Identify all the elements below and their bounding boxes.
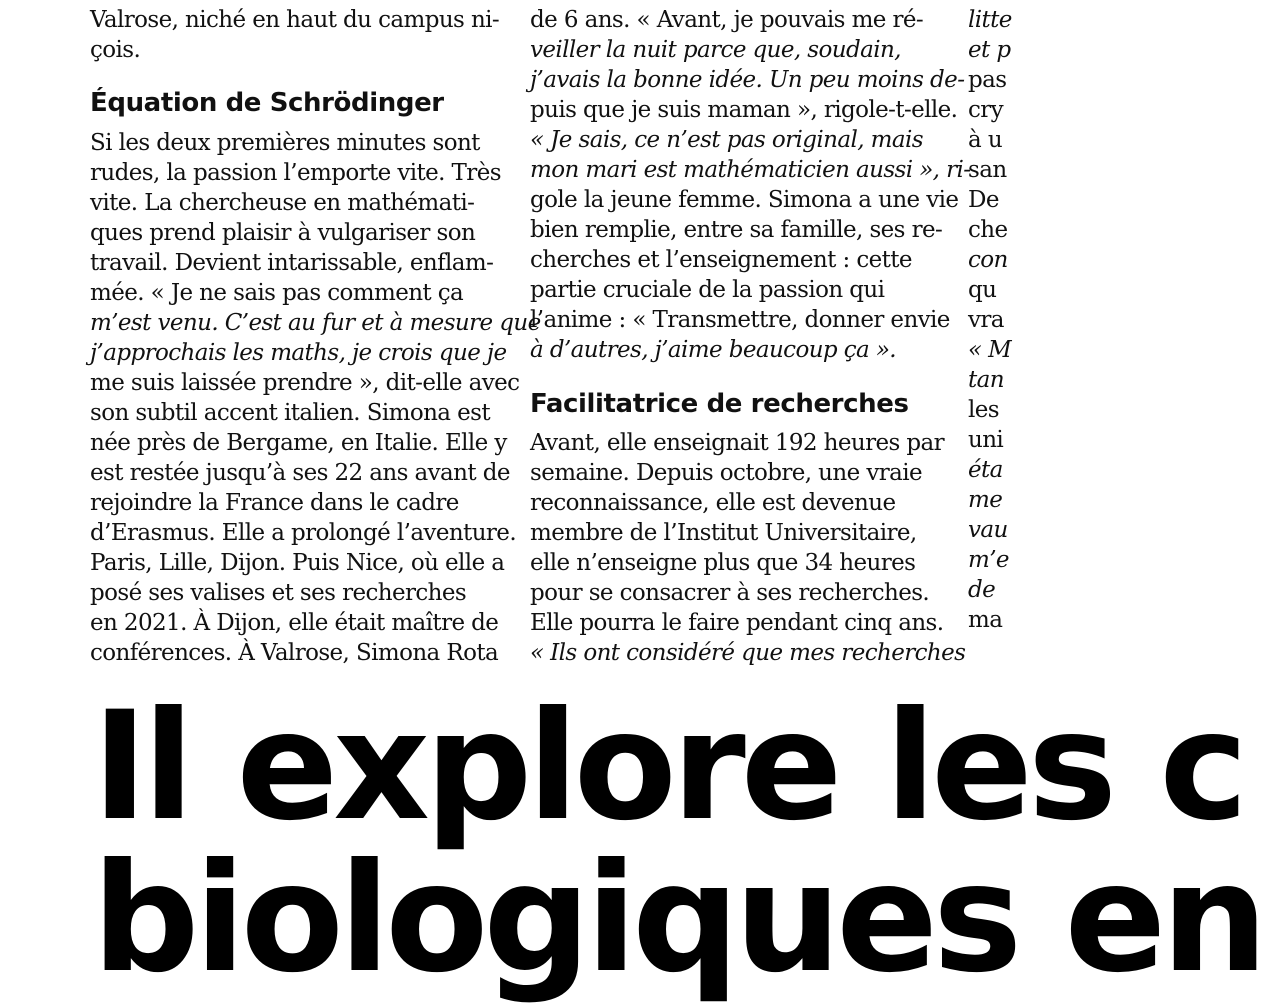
- text-line: me: [968, 487, 1003, 513]
- text-line: Avant, elle enseignait 192 heures par: [530, 430, 945, 456]
- text-line: vra: [968, 307, 1004, 333]
- text-line: mée. « Je ne sais pas comment ça: [90, 280, 464, 306]
- text-line: reconnaissance, elle est devenue: [530, 490, 896, 516]
- text-line: m’e: [968, 547, 1009, 573]
- text-line: Valrose, niché en haut du campus ni-: [90, 7, 500, 33]
- quote-line: m’est venu. C’est au fur et à mesure que: [90, 310, 541, 336]
- text-line: cherches et l’enseignement : cette: [530, 247, 912, 273]
- text-line: che: [968, 217, 1008, 243]
- headline-line-1: Il explore les c: [92, 680, 1244, 854]
- headline-line-2: biologiques en: [92, 832, 1263, 1006]
- text-line: est restée jusqu’à ses 22 ans avant de: [90, 460, 510, 486]
- text-line: Elle pourra le faire pendant cinq ans.: [530, 610, 944, 636]
- text-line: Paris, Lille, Dijon. Puis Nice, où elle a: [90, 550, 505, 576]
- text-line: pas: [968, 67, 1007, 93]
- text-line: Si les deux premières minutes sont: [90, 130, 480, 156]
- text-line: les: [968, 397, 999, 423]
- text-line: vau: [968, 517, 1008, 543]
- text-line: rejoindre la France dans le cadre: [90, 490, 459, 516]
- text-line: De: [968, 187, 999, 213]
- text-line: ques prend plaisir à vulgariser son: [90, 220, 476, 246]
- text-line: uni: [968, 427, 1004, 453]
- quote-line: mon mari est mathématicien aussi », ri-: [530, 157, 971, 183]
- text-line: bien remplie, entre sa famille, ses re-: [530, 217, 943, 243]
- text-line: cry: [968, 97, 1004, 123]
- text-line: d’Erasmus. Elle a prolongé l’aventure.: [90, 520, 517, 546]
- quote-line: « Je sais, ce n’est pas original, mais: [530, 127, 923, 153]
- text-line: de 6 ans. « Avant, je pouvais me ré-: [530, 7, 924, 33]
- quote-line: « Ils ont considéré que mes recherches: [530, 640, 966, 666]
- text-line: posé ses valises et ses recherches: [90, 580, 467, 606]
- text-line: en 2021. À Dijon, elle était maître de: [90, 610, 499, 636]
- text-line: elle n’enseigne plus que 34 heures: [530, 550, 916, 576]
- text-line: vite. La chercheuse en mathémati-: [90, 190, 475, 216]
- text-line: gole la jeune femme. Simona a une vie: [530, 187, 959, 213]
- text-line: con: [968, 247, 1008, 273]
- text-line: puis que je suis maman », rigole-t-elle.: [530, 97, 958, 123]
- text-line: rudes, la passion l’emporte vite. Très: [90, 160, 501, 186]
- text-line: née près de Bergame, en Italie. Elle y: [90, 430, 507, 456]
- text-line: san: [968, 157, 1007, 183]
- quote-line: j’approchais les maths, je crois que je: [90, 340, 507, 366]
- text-line: litte: [968, 7, 1012, 33]
- quote-line: j’avais la bonne idée. Un peu moins de-: [530, 67, 965, 93]
- section-heading-schrodinger: Équation de Schrödinger: [90, 88, 444, 118]
- text-line: tan: [968, 367, 1004, 393]
- text-line: son subtil accent italien. Simona est: [90, 400, 490, 426]
- quote-line: veiller la nuit parce que, soudain,: [530, 37, 901, 63]
- text-line: « M: [968, 337, 1012, 363]
- text-line: l’anime : « Transmettre, donner envie: [530, 307, 950, 333]
- text-line: travail. Devient intarissable, enflam-: [90, 250, 494, 276]
- text-line: pour se consacrer à ses recherches.: [530, 580, 930, 606]
- quote-line: à d’autres, j’aime beaucoup ça ».: [530, 337, 897, 363]
- section-heading-facilitatrice: Facilitatrice de recherches: [530, 389, 909, 419]
- text-line: membre de l’Institut Universitaire,: [530, 520, 917, 546]
- text-line: ma: [968, 607, 1003, 633]
- text-line: conférences. À Valrose, Simona Rota: [90, 640, 499, 666]
- text-line: de: [968, 577, 996, 603]
- text-line: çois.: [90, 37, 141, 63]
- text-line: partie cruciale de la passion qui: [530, 277, 885, 303]
- text-line: qu: [968, 277, 997, 303]
- text-line: me suis laissée prendre », dit-elle avec: [90, 370, 520, 396]
- text-line: et p: [968, 37, 1011, 63]
- text-line: éta: [968, 457, 1003, 483]
- text-line: semaine. Depuis octobre, une vraie: [530, 460, 922, 486]
- text-line: à u: [968, 127, 1003, 153]
